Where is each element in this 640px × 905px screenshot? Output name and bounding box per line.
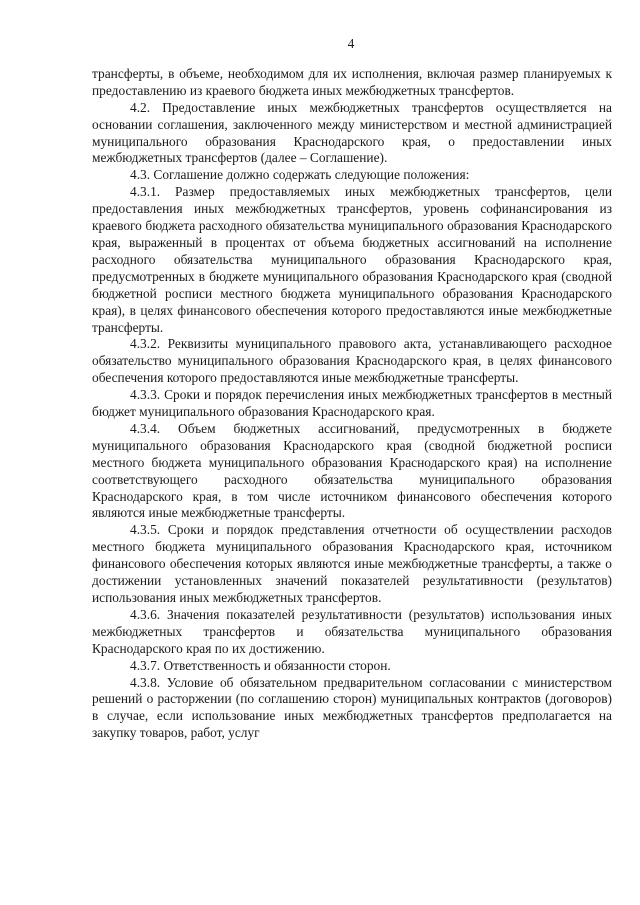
paragraph-4-3-7: 4.3.7. Ответственность и обязанности сторон. — [130, 657, 391, 673]
paragraph-4-2: 4.2. Предоставление иных межбюджетных трансфертов осуществляется на основании соглашения, заключенного между министерством и местной администрацией муниципального образования Краснодарского края, о предоставлении иных межбюджетных трансфертов (далее – Соглашение). — [92, 99, 612, 166]
paragraph-4-3-3: 4.3.3. Сроки и порядок перечисления иных межбюджетных трансфертов в местный бюджет муниципального образования Краснодарского края. — [92, 387, 612, 420]
paragraph-4-3-6: 4.3.6. Значения показателей результативности (результатов) использования иных межбюджетных трансфертов и обязательства муниципального образования Краснодарского края по их достижению. — [92, 606, 612, 656]
paragraph-4-3-4: 4.3.4. Объем бюджетных ассигнований, предусмотренных в бюджете муниципального образования Краснодарского края (сводной бюджетной росписи местного бюджета муниципального образования Краснодарского края) на исполнение соответствующего расходного обязательства муниципального образования Краснодарского края, в том числе источником финансового обеспечения которого являются иные межбюджетные трансферты. — [92, 420, 612, 521]
paragraph-4-3-5: 4.3.5. Сроки и порядок представления отчетности об осуществлении расходов местного бюджета муниципального образования Краснодарского края, источником финансового обеспечения которых являются иные межбюджетные трансферты, а также о достижении установленных значений показателей результативности (результатов) использования иных межбюджетных трансфертов. — [92, 522, 612, 605]
paragraph-4-3-1: 4.3.1. Размер предоставляемых иных межбюджетных трансфертов, цели предоставления иных межбюджетных трансфертов, уровень софинансирования из краевого бюджета расходного обязательства муниципального образования Краснодарского края, выраженный в процентах от объема бюджетных ассигнований на исполнение расходного обязательства муниципального образования Краснодарского края, предусмотренных в бюджете муниципального образования Краснодарского края (сводной бюджетной росписи местного бюджета муниципального образования Краснодарского края), в целях финансового обеспечения которого предоставляются иные межбюджетные трансферты. — [92, 184, 612, 335]
paragraph-4-3-8: 4.3.8. Условие об обязательном предварительном согласовании с министерством решений о расторжении (по соглашению сторон) муниципальных контрактов (договоров) в случае, если использование иных межбюджетных трансфертов предполагается на закупку товаров, работ, услуг — [92, 674, 612, 741]
page-number: 4 — [347, 36, 355, 51]
paragraph-4-3-2: 4.3.2. Реквизиты муниципального правового акта, устанавливающего расходное обязательство муниципального образования Краснодарского края, в целях финансового обеспечения которого предоставляются иные межбюджетные трансферты. — [92, 336, 612, 386]
paragraph-continuation: трансферты, в объеме, необходимом для их исполнения, включая размер планируемых к предоставлению из краевого бюджета иных межбюджетных трансфертов. — [92, 65, 612, 98]
paragraph-4-3: 4.3. Соглашение должно содержать следующие положения: — [130, 167, 470, 183]
